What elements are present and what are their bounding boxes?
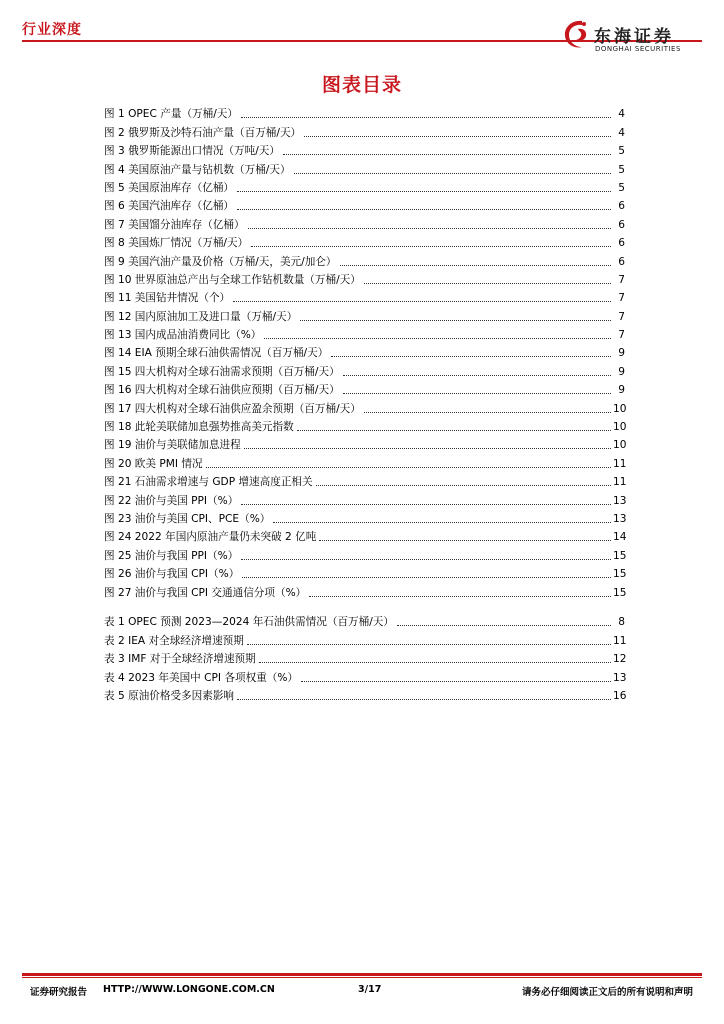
- report-category-tag: 行业深度: [22, 22, 82, 38]
- toc-dot-leader: [309, 595, 611, 597]
- toc-entry-page: 10: [613, 402, 627, 415]
- toc-dot-leader: [300, 319, 611, 321]
- toc-entry-page: 7: [618, 292, 625, 305]
- toc-entry-page: 11: [613, 476, 627, 489]
- toc-entry-page: 15: [613, 568, 627, 581]
- toc-entry-page: 6: [618, 237, 625, 250]
- toc-entry-page: 13: [613, 494, 627, 507]
- figure-toc-entry[interactable]: [104, 379, 625, 397]
- toc-entry-label: 图 4 美国原油产量与钻机数（万桶/天）: [104, 163, 291, 176]
- toc-dot-leader: [273, 521, 611, 523]
- figure-toc-entry[interactable]: [104, 360, 625, 378]
- footer-divider: [22, 973, 702, 976]
- toc-entry-label: 表 3 IMF 对于全球经济增速预期: [104, 653, 256, 666]
- footer-disclaimer: 请务必仔细阅读正文后的所有说明和声明: [522, 987, 694, 998]
- toc-entry-page: 7: [618, 310, 625, 323]
- toc-entry-label: 图 16 四大机构对全球石油供应预期（百万桶/天）: [104, 384, 340, 397]
- toc-dot-leader: [237, 698, 611, 700]
- toc-entry-label: 表 5 原油价格受多因素影响: [104, 689, 235, 702]
- figure-toc-entry[interactable]: [104, 581, 625, 599]
- toc-dot-leader: [343, 374, 611, 376]
- toc-entry-label: 图 9 美国汽油产量及价格（万桶/天，美元/加仑）: [104, 255, 337, 268]
- toc-entry-page: 11: [613, 634, 627, 647]
- figure-toc-entry[interactable]: [104, 489, 625, 507]
- toc-entry-label: 图 26 油价与我国 CPI（%）: [104, 568, 240, 581]
- toc-entry-label: 图 24 2022 年国内原油产量仍未突破 2 亿吨: [104, 531, 317, 544]
- figure-toc-entry[interactable]: [104, 140, 625, 158]
- figure-toc-entry[interactable]: [104, 324, 625, 342]
- toc-entry-label: 表 2 IEA 对全球经济增速预期: [104, 634, 244, 647]
- figure-toc-entry[interactable]: [104, 232, 625, 250]
- toc-entry-page: 6: [618, 218, 625, 231]
- figure-toc-entry[interactable]: [104, 397, 625, 415]
- toc-entry-label: 图 13 国内成品油消费同比（%）: [104, 329, 262, 342]
- figure-toc-entry[interactable]: [104, 342, 625, 360]
- toc-entry-label: 图 25 油价与我国 PPI（%）: [104, 549, 239, 562]
- toc-entry-page: 10: [613, 421, 627, 434]
- toc-dot-leader: [283, 153, 611, 155]
- toc-entry-page: 11: [613, 457, 627, 470]
- toc-dot-leader: [297, 429, 611, 431]
- figure-toc-entry[interactable]: [104, 508, 625, 526]
- toc-entry-label: 图 12 国内原油加工及进口量（万桶/天）: [104, 310, 298, 323]
- toc-entry-page: 5: [618, 145, 625, 158]
- figure-toc-entry[interactable]: [104, 195, 625, 213]
- page-title: 图表目录: [321, 74, 402, 96]
- toc-entry-label: 图 23 油价与美国 CPI、PCE（%）: [104, 512, 271, 525]
- toc-entry-label: 图 14 EIA 预期全球石油供需情况（百万桶/天）: [104, 347, 329, 360]
- toc-dot-leader: [206, 466, 611, 468]
- toc-dot-leader: [241, 558, 611, 560]
- figure-toc-entry[interactable]: [104, 416, 625, 434]
- toc-entry-label: 图 15 四大机构对全球石油需求预期（百万桶/天）: [104, 365, 340, 378]
- toc-entry-page: 6: [618, 255, 625, 268]
- figure-toc-entry[interactable]: [104, 121, 625, 139]
- table-toc-entry[interactable]: [104, 611, 625, 629]
- toc-entry-page: 15: [613, 586, 627, 599]
- toc-entry-page: 9: [618, 365, 625, 378]
- figure-toc-entry[interactable]: [104, 544, 625, 562]
- table-list: [104, 611, 625, 703]
- toc-entry-label: 图 17 四大机构对全球石油供应盈余预期（百万桶/天）: [104, 402, 361, 415]
- logo-english-name: DONGHAI SECURITIES: [595, 45, 681, 53]
- toc-dot-leader: [241, 116, 611, 118]
- toc-entry-page: 15: [613, 549, 627, 562]
- toc-entry-label: 图 27 油价与我国 CPI 交通通信分项（%）: [104, 586, 307, 599]
- toc-entry-label: 表 1 OPEC 预测 2023—2024 年石油供需情况（百万桶/天）: [104, 616, 394, 629]
- toc-entry-page: 10: [613, 439, 627, 452]
- figure-list: [104, 103, 625, 600]
- footer-website-link[interactable]: HTTP://WWW.LONGONE.COM.CN: [103, 984, 275, 995]
- figure-toc-entry[interactable]: [104, 563, 625, 581]
- toc-entry-label: 图 1 OPEC 产量（万桶/天）: [104, 108, 238, 121]
- figure-toc-entry[interactable]: [104, 250, 625, 268]
- figure-toc-entry[interactable]: [104, 452, 625, 470]
- toc-entry-label: 表 4 2023 年美国中 CPI 各项权重（%）: [104, 671, 299, 684]
- toc-entry-page: 7: [618, 329, 625, 342]
- toc-entry-label: 图 7 美国馏分油库存（亿桶）: [104, 218, 245, 231]
- figure-toc-entry[interactable]: [104, 434, 625, 452]
- toc-entry-label: 图 19 油价与美联储加息进程: [104, 439, 241, 452]
- toc-entry-page: 7: [618, 273, 625, 286]
- toc-entry-page: 16: [613, 689, 627, 702]
- toc-entry-label: 图 22 油价与美国 PPI（%）: [104, 494, 239, 507]
- toc-entry-label: 图 20 欧美 PMI 情况: [104, 457, 203, 470]
- toc-dot-leader: [364, 411, 611, 413]
- footer-divider-thin: [22, 977, 702, 978]
- toc-entry-label: 图 3 俄罗斯能源出口情况（万吨/天）: [104, 145, 280, 158]
- toc-dot-leader: [259, 661, 611, 663]
- toc-entry-label: 图 11 美国钻井情况（个）: [104, 292, 231, 305]
- logo-chinese-name: 东海证券: [594, 27, 674, 47]
- table-toc-entry[interactable]: [104, 685, 625, 703]
- toc-dot-leader: [397, 624, 611, 626]
- toc-entry-page: 6: [618, 200, 625, 213]
- toc-dot-leader: [233, 300, 611, 302]
- figure-toc-entry[interactable]: [104, 526, 625, 544]
- figure-toc-entry[interactable]: [104, 158, 625, 176]
- figure-toc-entry[interactable]: [104, 305, 625, 323]
- toc-entry-page: 13: [613, 671, 627, 684]
- toc-dot-leader: [319, 539, 611, 541]
- toc-entry-page: 12: [613, 653, 627, 666]
- toc-dot-leader: [364, 282, 611, 284]
- toc-dot-leader: [248, 227, 611, 229]
- footer-report-type: 证券研究报告: [30, 987, 88, 998]
- toc-dot-leader: [304, 135, 611, 137]
- toc-dot-leader: [241, 503, 611, 505]
- toc-dot-leader: [237, 208, 611, 210]
- toc-dot-leader: [343, 392, 611, 394]
- toc-dot-leader: [340, 264, 612, 266]
- dragon-logo-icon: [560, 18, 592, 52]
- toc-entry-label: 图 5 美国原油库存（亿桶）: [104, 181, 235, 194]
- toc-entry-page: 8: [618, 616, 625, 629]
- toc-dot-leader: [247, 643, 611, 645]
- toc-dot-leader: [251, 245, 611, 247]
- toc-dot-leader: [237, 190, 611, 192]
- figure-toc-entry[interactable]: [104, 287, 625, 305]
- toc-entry-page: 4: [618, 126, 625, 139]
- toc-entry-label: 图 21 石油需求增速与 GDP 增速高度正相关: [104, 476, 313, 489]
- toc-entry-label: 图 8 美国炼厂情况（万桶/天）: [104, 237, 249, 250]
- toc-dot-leader: [294, 172, 611, 174]
- toc-dot-leader: [316, 484, 611, 486]
- toc-dot-leader: [264, 337, 611, 339]
- toc-dot-leader: [242, 576, 611, 578]
- figure-toc-entry[interactable]: [104, 177, 625, 195]
- toc-entry-page: 9: [618, 347, 625, 360]
- toc-entry-label: 图 10 世界原油总产出与全球工作钻机数量（万桶/天）: [104, 273, 361, 286]
- toc-entry-page: 5: [618, 163, 625, 176]
- footer-page-number: 3/17: [358, 984, 382, 995]
- toc-dot-leader: [331, 355, 611, 357]
- toc-entry-page: 13: [613, 512, 627, 525]
- brand-logo: [560, 18, 710, 58]
- toc-entry-page: 9: [618, 384, 625, 397]
- toc-entry-label: 图 2 俄罗斯及沙特石油产量（百万桶/天）: [104, 126, 302, 139]
- table-toc-entry[interactable]: [104, 666, 625, 684]
- table-toc-entry[interactable]: [104, 629, 625, 647]
- figure-toc-entry[interactable]: [104, 471, 625, 489]
- toc-entry-page: 4: [618, 108, 625, 121]
- toc-entry-label: 图 18 此轮美联储加息强势推高美元指数: [104, 421, 294, 434]
- toc-dot-leader: [244, 447, 611, 449]
- toc-dot-leader: [301, 680, 611, 682]
- figure-toc-entry[interactable]: [104, 103, 625, 121]
- figure-toc-entry[interactable]: [104, 213, 625, 231]
- table-toc-entry[interactable]: [104, 648, 625, 666]
- toc-entry-page: 5: [618, 181, 625, 194]
- toc-entry-label: 图 6 美国汽油库存（亿桶）: [104, 200, 235, 213]
- toc-entry-page: 14: [613, 531, 627, 544]
- figure-toc-entry[interactable]: [104, 269, 625, 287]
